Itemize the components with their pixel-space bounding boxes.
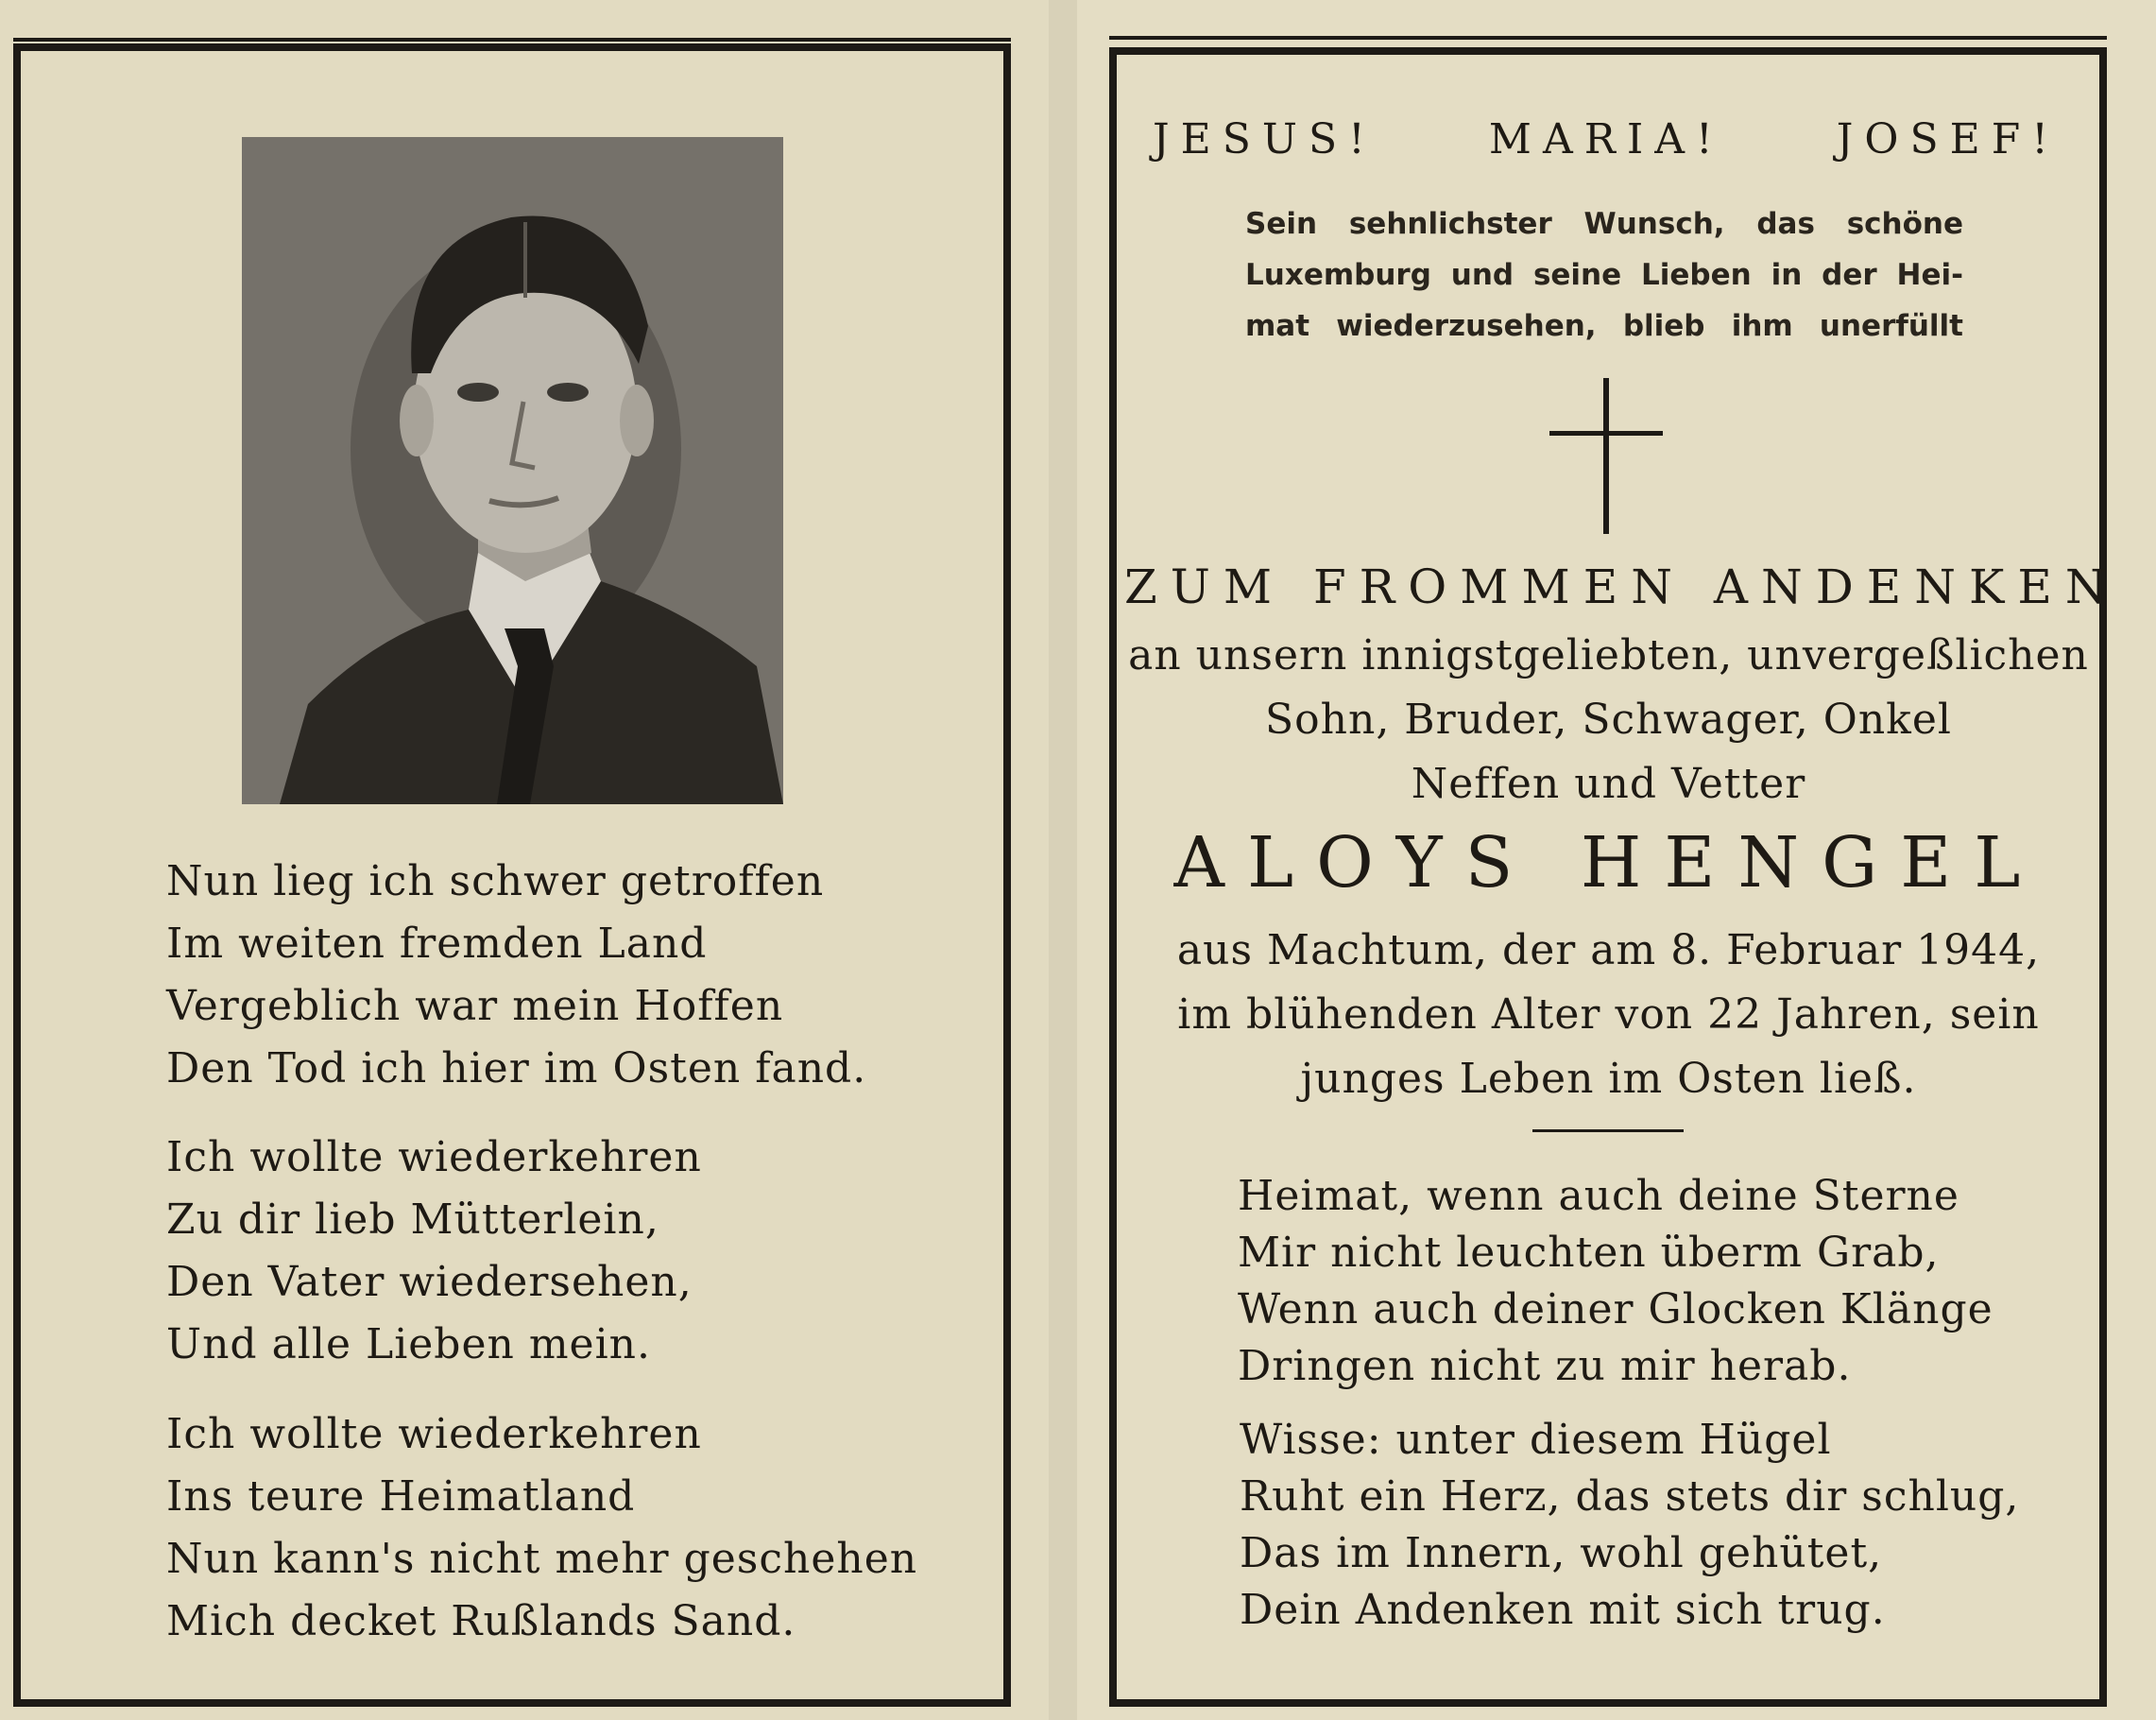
dedication-text bbox=[1124, 624, 2093, 817]
deceased-name: ALOYS HENGEL bbox=[1173, 822, 2044, 903]
wish-line: mat wiederzusehen, blieb ihm unerfüllt bbox=[1245, 309, 1963, 343]
left-poem-stanza-1 bbox=[166, 851, 866, 1100]
poem-line: Ins teure Heimatland bbox=[166, 1472, 636, 1521]
poem-line: Ich wollte wiederkehren bbox=[166, 1133, 702, 1181]
poem-line: Mir nicht leuchten überm Grab, bbox=[1238, 1229, 1940, 1277]
dedication-line: an unsern innigstgeliebten, unvergeßlichen bbox=[1128, 631, 2089, 679]
wish-line: Luxemburg und seine Lieben in der Hei- bbox=[1245, 258, 1963, 292]
poem-line: Im weiten fremden Land bbox=[166, 920, 708, 968]
invocation-jesus: JESUS! bbox=[1153, 115, 1377, 163]
poem-line: Heimat, wenn auch deine Sterne bbox=[1238, 1172, 1959, 1220]
left-poem-stanza-3 bbox=[166, 1403, 917, 1653]
poem-line: Und alle Lieben mein. bbox=[166, 1320, 651, 1368]
poem-line: Dein Andenken mit sich trug. bbox=[1240, 1586, 1886, 1634]
details-line: aus Machtum, der am 8. Februar 1944, bbox=[1176, 926, 2041, 974]
poem-line: Den Vater wiedersehen, bbox=[166, 1258, 693, 1306]
poem-line: Wisse: unter diesem Hügel bbox=[1240, 1416, 1832, 1464]
details-line: junges Leben im Osten ließ. bbox=[1300, 1055, 1917, 1103]
poem-line: Ich wollte wiederkehren bbox=[166, 1410, 702, 1458]
invocation-maria: MARIA! bbox=[1488, 115, 1724, 163]
poem-line: Nun kann's nicht mehr geschehen bbox=[166, 1535, 918, 1583]
wish-line: Sein sehnlichster Wunsch, das schöne bbox=[1245, 207, 1963, 241]
invocation-josef: JOSEF! bbox=[1836, 115, 2060, 163]
poem-line: Dringen nicht zu mir herab. bbox=[1238, 1342, 1852, 1390]
death-details bbox=[1124, 919, 2093, 1111]
poem-line: Den Tod ich hier im Osten fand. bbox=[166, 1044, 867, 1092]
details-line: im blühenden Alter von 22 Jahren, sein bbox=[1177, 990, 2040, 1039]
right-poem-stanza-2 bbox=[1240, 1412, 2019, 1639]
poem-line: Wenn auch deiner Glocken Klänge bbox=[1238, 1285, 1993, 1333]
poem-line: Vergeblich war mein Hoffen bbox=[166, 982, 784, 1030]
invocation-line bbox=[1153, 115, 2060, 163]
left-poem-stanza-2 bbox=[166, 1127, 702, 1376]
cross-icon bbox=[1549, 378, 1663, 534]
portrait-photo bbox=[242, 137, 783, 804]
left-outer-top-rule bbox=[13, 38, 1011, 42]
right-outer-top-rule bbox=[1109, 36, 2107, 40]
right-poem-stanza-1 bbox=[1238, 1168, 1993, 1395]
memorial-heading: ZUM FROMMEN ANDENKEN bbox=[1124, 559, 2120, 614]
wish-text bbox=[1245, 198, 1963, 352]
dedication-line: Sohn, Bruder, Schwager, Onkel bbox=[1265, 696, 1952, 744]
poem-line: Ruht ein Herz, das stets dir schlug, bbox=[1240, 1472, 2020, 1521]
poem-line: Das im Innern, wohl gehütet, bbox=[1240, 1529, 1883, 1577]
dedication-line: Neffen und Vetter bbox=[1411, 760, 1806, 808]
poem-line: Zu dir lieb Mütterlein, bbox=[166, 1195, 659, 1244]
poem-line: Nun lieg ich schwer getroffen bbox=[166, 857, 825, 905]
divider-rule bbox=[1532, 1129, 1684, 1132]
poem-line: Mich decket Rußlands Sand. bbox=[166, 1597, 796, 1645]
